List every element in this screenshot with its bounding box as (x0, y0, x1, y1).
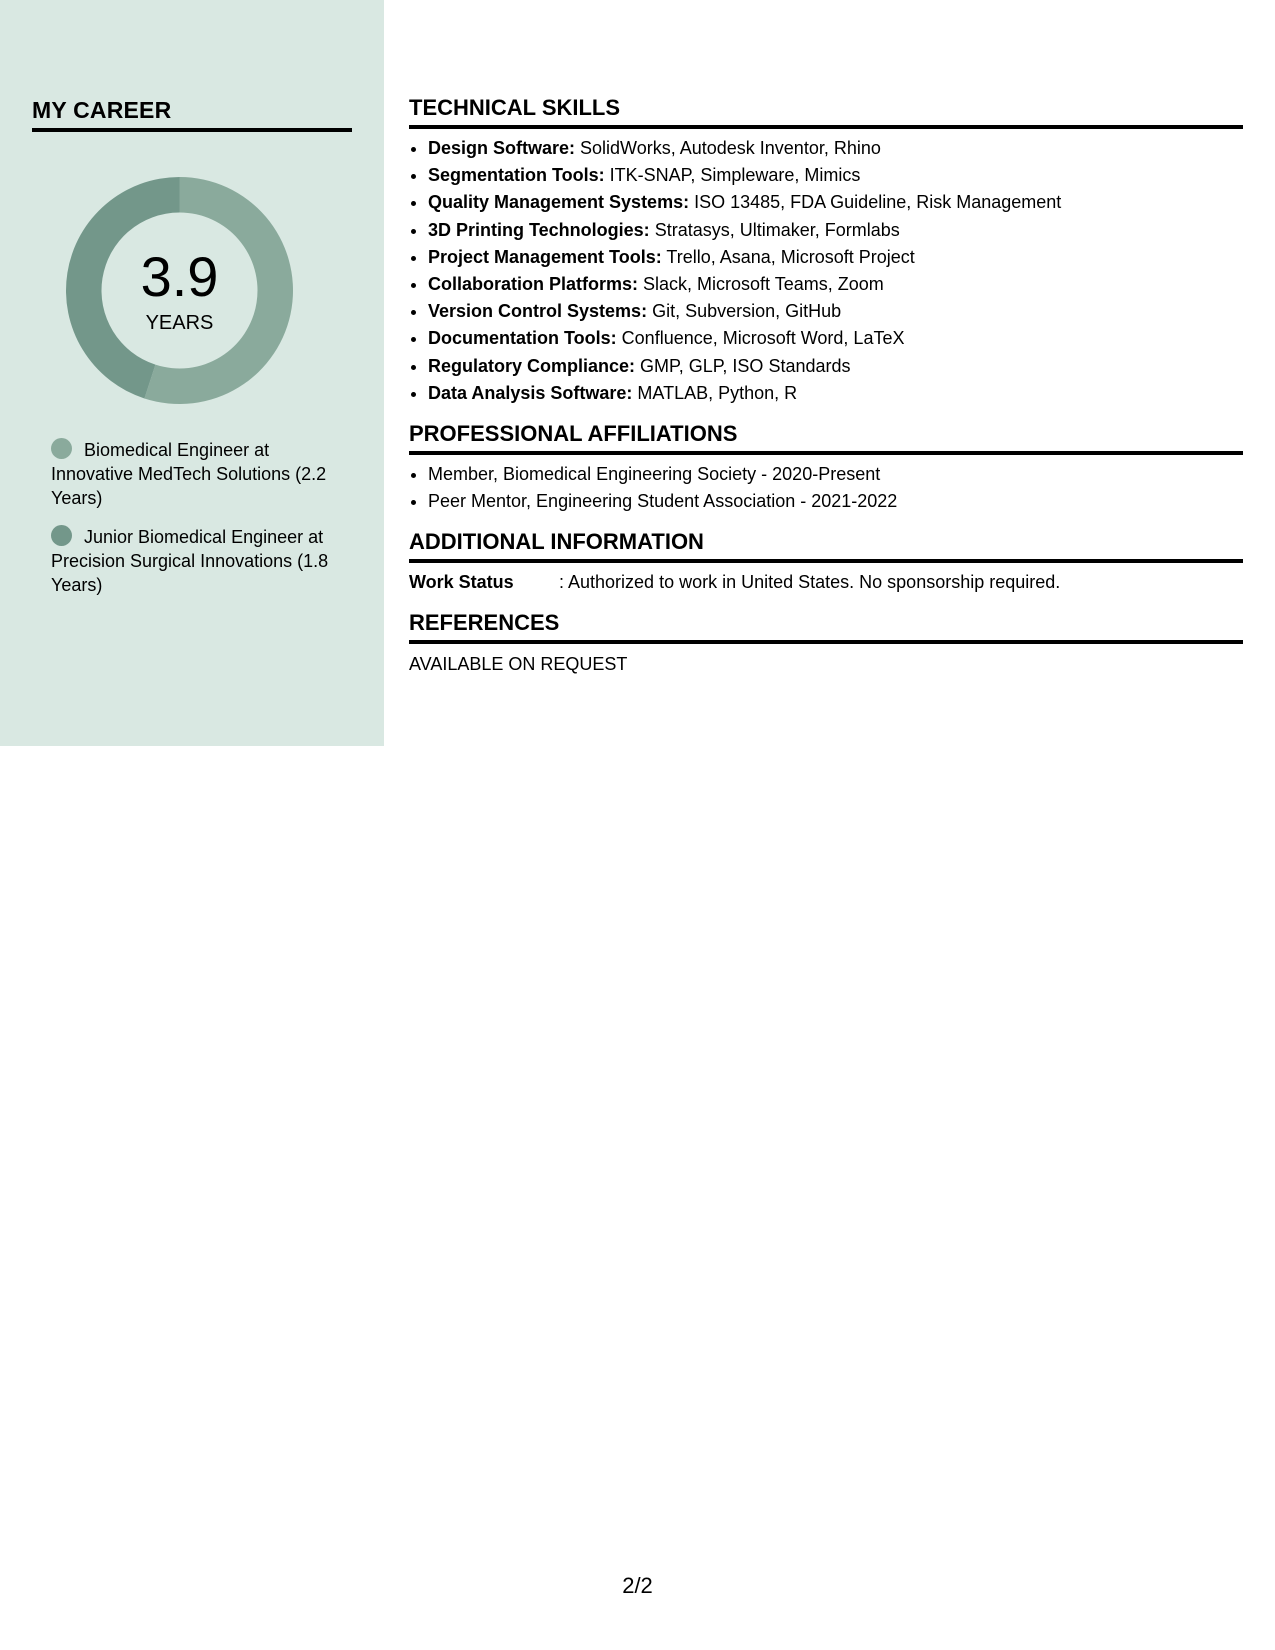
career-heading: MY CAREER (32, 97, 352, 132)
skill-item (428, 353, 1243, 380)
additional-information-heading: ADDITIONAL INFORMATION (409, 528, 1243, 563)
technical-skills-heading: TECHNICAL SKILLS (409, 94, 1243, 129)
work-status-value: : Authorized to work in United States. No sponsorship required. (559, 572, 1061, 593)
skill-value: ISO 13485, FDA Guideline, Risk Management (689, 192, 1062, 213)
skill-item (428, 325, 1243, 352)
skill-item (428, 244, 1243, 271)
skill-value: Stratasys, Ultimaker, Formlabs (649, 219, 900, 240)
skill-label: Design Software: (428, 138, 576, 158)
references-section (409, 609, 1243, 678)
references-heading: REFERENCES (409, 609, 1243, 644)
skill-value: Trello, Asana, Microsoft Project (661, 246, 915, 267)
career-legend (51, 438, 341, 612)
skill-item (428, 380, 1243, 407)
work-status-label: Work Status (409, 572, 514, 593)
skill-value: Slack, Microsoft Teams, Zoom (638, 274, 884, 295)
skill-label: Documentation Tools: (428, 328, 617, 349)
skill-label: Data Analysis Software: (428, 382, 633, 403)
skill-label: Quality Management Systems: (428, 192, 690, 213)
resume-main-column (409, 94, 1243, 678)
total-years-unit: YEARS (145, 312, 214, 334)
work-status-row (409, 569, 1243, 596)
references-text: AVAILABLE ON REQUEST (409, 654, 628, 675)
skill-label: Project Management Tools: (428, 246, 662, 267)
career-legend-text: Biomedical Engineer at Innovative MedTech Solutions (2.2 Years) (51, 440, 327, 508)
career-legend-item (51, 438, 341, 510)
donut-center (66, 177, 293, 404)
career-legend-text: Junior Biomedical Engineer at Precision Surgical Innovations (1.8 Years) (51, 527, 329, 595)
affiliation-item: • Member, Biomedical Engineering Society - 2020-Present (428, 461, 1243, 488)
skill-value: GMP, GLP, ISO Standards (635, 355, 851, 376)
skill-item (428, 135, 1243, 162)
skill-item (428, 298, 1243, 325)
skill-value: ITK-SNAP, Simpleware, Mimics (604, 165, 861, 186)
page-number: 2/2 (622, 1573, 653, 1598)
skill-item (428, 162, 1243, 189)
skill-label: 3D Printing Technologies: (428, 219, 650, 240)
career-legend-item (51, 525, 341, 597)
professional-affiliations-section (409, 420, 1243, 515)
professional-affiliations-heading: PROFESSIONAL AFFILIATIONS (409, 420, 1243, 455)
technical-skills-section (409, 94, 1243, 407)
skill-item (428, 217, 1243, 244)
total-years-value: 3.9 (140, 245, 219, 308)
career-donut-chart (66, 177, 293, 404)
skill-value: Confluence, Microsoft Word, LaTeX (616, 328, 905, 349)
skill-value: Git, Subversion, GitHub (647, 301, 842, 322)
skill-label: Version Control Systems: (428, 301, 648, 322)
affiliations-list (409, 461, 1243, 515)
skill-label: Regulatory Compliance: (428, 355, 636, 376)
skill-item (428, 189, 1243, 216)
legend-dot-icon (51, 438, 72, 459)
skill-item (428, 271, 1243, 298)
skill-value: MATLAB, Python, R (632, 382, 798, 403)
skill-label: Collaboration Platforms: (428, 274, 639, 295)
skill-label: Segmentation Tools: (428, 165, 605, 186)
skill-value: SolidWorks, Autodesk Inventor, Rhino (575, 138, 881, 158)
technical-skills-list (409, 135, 1243, 407)
additional-information-section (409, 528, 1243, 596)
legend-dot-icon (51, 525, 72, 546)
career-sidebar (0, 0, 384, 746)
affiliation-item: • Peer Mentor, Engineering Student Association - 2021-2022 (428, 488, 1243, 515)
